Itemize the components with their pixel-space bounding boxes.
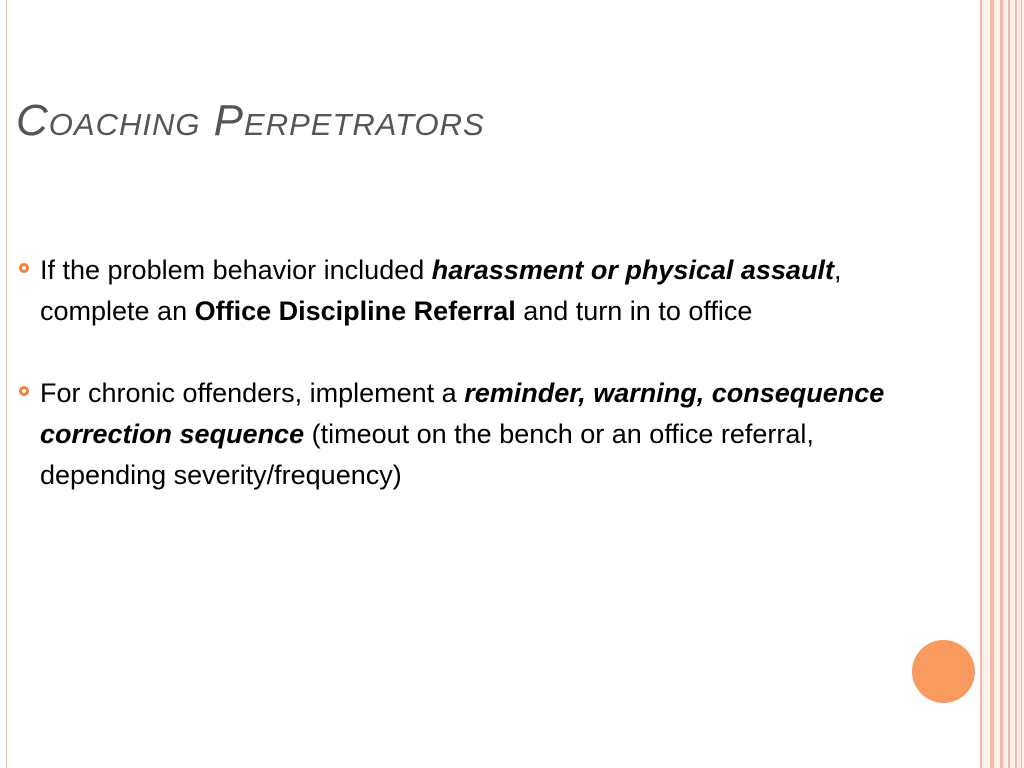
bullet-item-harassment xyxy=(16,250,896,332)
right-border-line xyxy=(990,0,994,768)
bullet-item-chronic-offenders xyxy=(16,373,896,496)
hollow-circle-bullet-icon xyxy=(19,263,29,273)
bullet-text: For chronic offenders, implement a xyxy=(40,378,465,408)
bullet-emphasis: harassment or physical assault xyxy=(431,255,834,285)
right-border-line xyxy=(1008,0,1010,768)
bullet-text: and turn in to office xyxy=(515,296,753,326)
orange-circle-decoration xyxy=(912,640,975,703)
right-border-line xyxy=(1000,0,1003,768)
bullet-bold: Office Discipline Referral xyxy=(194,296,516,326)
hollow-circle-bullet-icon xyxy=(19,386,29,396)
bullet-text: , complete an xyxy=(40,255,842,326)
bullet-text: If the problem behavior included xyxy=(40,255,432,285)
left-border-line xyxy=(6,0,7,768)
slide-title: Coaching Perpetrators xyxy=(16,96,485,145)
right-border-panel xyxy=(982,0,1024,768)
right-border-line xyxy=(1015,0,1017,768)
right-border-line xyxy=(980,0,982,768)
bullet-list xyxy=(16,250,896,496)
right-border-line xyxy=(1021,0,1022,768)
bullet-text: (timeout on the bench or an office referral, depending severity/frequency) xyxy=(40,419,814,490)
bullet-emphasis: reminder, warning, consequence correction sequence xyxy=(40,378,885,449)
